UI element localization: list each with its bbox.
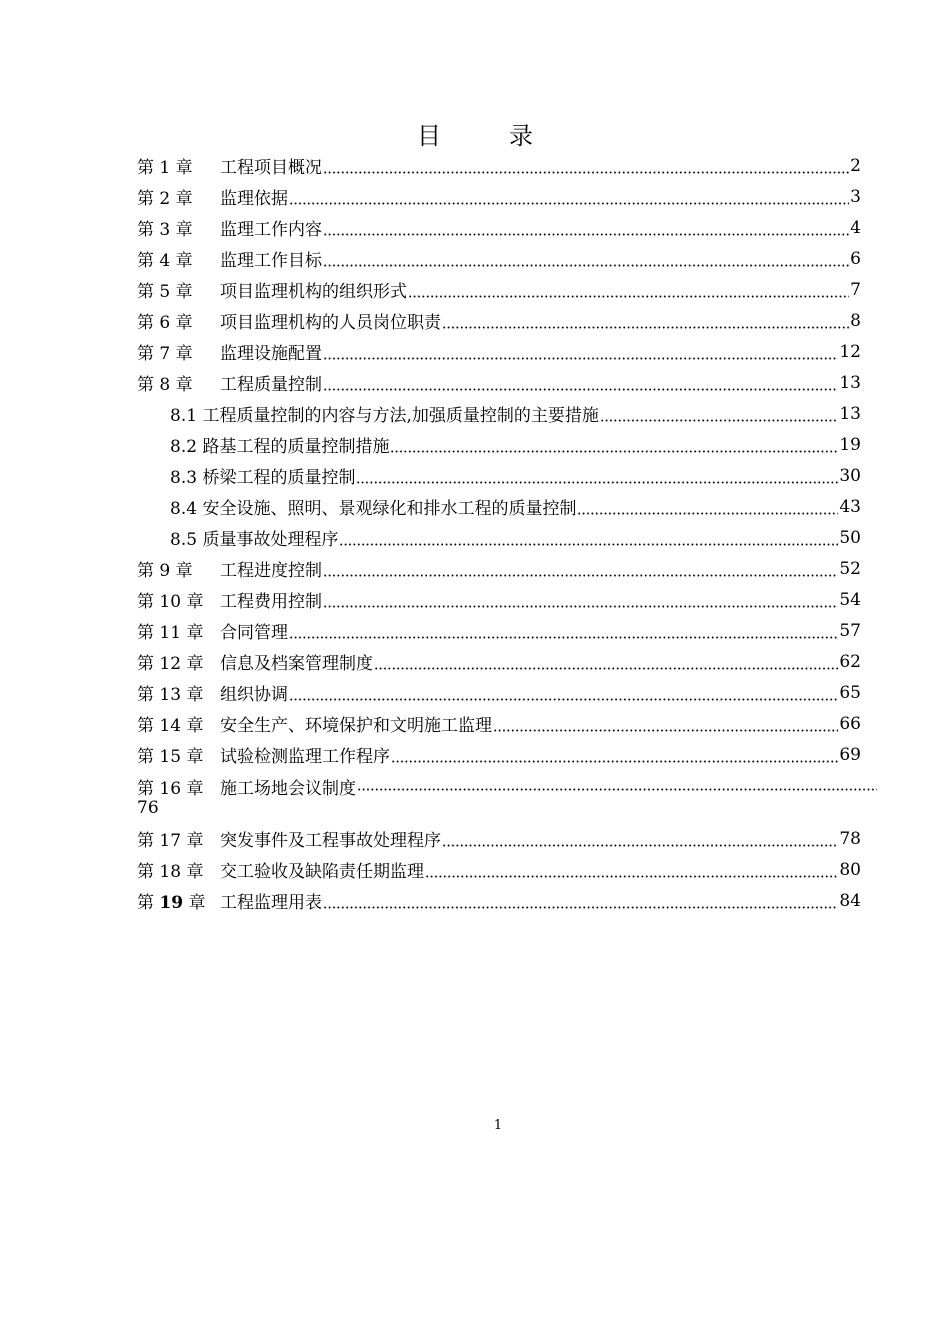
chapter-number-bold: 19 xyxy=(159,893,184,913)
toc-entry[interactable] xyxy=(137,553,861,584)
toc-entry[interactable] xyxy=(137,708,861,739)
toc-entry[interactable] xyxy=(137,181,861,212)
page-number: 78 xyxy=(839,828,861,849)
entry-title: 试验检测监理工作程序 xyxy=(220,747,390,767)
toc-entry[interactable] xyxy=(137,854,861,885)
toc-entry[interactable] xyxy=(137,150,861,181)
table-of-contents xyxy=(137,150,861,916)
entry-title: 8.2 路基工程的质量控制措施 xyxy=(170,437,390,457)
toc-entry[interactable] xyxy=(137,336,861,367)
dot-leader xyxy=(442,829,838,847)
page-number: 7 xyxy=(850,279,861,300)
dot-leader xyxy=(391,745,838,763)
chapter-number: 第 8 章 xyxy=(137,375,193,395)
toc-entry[interactable] xyxy=(137,212,861,243)
entry-title: 8.5 质量事故处理程序 xyxy=(170,530,339,550)
page-number: 80 xyxy=(839,859,861,880)
entry-title: 组织协调 xyxy=(220,685,288,705)
entry-title: 工程进度控制 xyxy=(220,561,322,581)
dot-leader xyxy=(323,249,849,267)
chapter-number: 第 10 章 xyxy=(137,592,204,612)
chapter-prefix: 第 xyxy=(137,893,160,913)
entry-title: 施工场地会议制度 xyxy=(220,779,356,799)
toc-entry[interactable] xyxy=(137,584,861,615)
dot-leader xyxy=(323,342,838,360)
dot-leader xyxy=(408,280,849,298)
entry-title: 项目监理机构的人员岗位职责 xyxy=(220,313,441,333)
entry-title: 突发事件及工程事故处理程序 xyxy=(220,831,441,851)
page-number: 19 xyxy=(839,434,861,455)
toc-entry[interactable] xyxy=(137,274,861,305)
toc-entry[interactable] xyxy=(137,770,861,823)
entry-title: 合同管理 xyxy=(220,623,288,643)
chapter-number: 第 13 章 xyxy=(137,685,204,705)
toc-entry[interactable] xyxy=(137,243,861,274)
chapter-number xyxy=(137,888,220,913)
page-number: 13 xyxy=(839,372,861,393)
dot-leader xyxy=(374,652,838,670)
toc-subentry[interactable] xyxy=(137,429,861,460)
chapter-number: 第 9 章 xyxy=(137,561,193,581)
dot-leader xyxy=(323,373,838,391)
page-number: 69 xyxy=(839,744,861,765)
chapter-number: 第 14 章 xyxy=(137,716,204,736)
chapter-number: 第 1 章 xyxy=(137,158,193,178)
dot-leader xyxy=(600,404,839,422)
dot-leader xyxy=(323,891,838,909)
page-number: 12 xyxy=(839,341,861,362)
dot-leader xyxy=(339,528,838,546)
entry-title: 8.3 桥梁工程的质量控制 xyxy=(170,468,356,488)
entry-title: 信息及档案管理制度 xyxy=(220,654,373,674)
chapter-number: 第 15 章 xyxy=(137,747,204,767)
toc-subentry[interactable] xyxy=(137,398,861,429)
entry-title: 安全生产、环境保护和文明施工监理 xyxy=(220,716,492,736)
dot-leader xyxy=(493,714,838,732)
chapter-number: 第 11 章 xyxy=(137,623,204,643)
dot-leader xyxy=(425,860,838,878)
entry-title: 工程质量控制 xyxy=(220,375,322,395)
footer-page-number: 1 xyxy=(493,1118,503,1133)
chapter-number: 第 6 章 xyxy=(137,313,193,333)
chapter-number: 第 5 章 xyxy=(137,282,193,302)
chapter-number: 第 7 章 xyxy=(137,344,193,364)
entry-title: 8.4 安全设施、照明、景观绿化和排水工程的质量控制 xyxy=(170,499,577,519)
page-number: 4 xyxy=(850,217,861,238)
page-number: 6 xyxy=(850,248,861,269)
toc-entry[interactable] xyxy=(137,305,861,336)
page-number: 62 xyxy=(839,651,861,672)
dot-leader xyxy=(323,590,838,608)
toc-entry[interactable] xyxy=(137,367,861,398)
toc-subentry[interactable] xyxy=(137,460,861,491)
page-number: 52 xyxy=(839,558,861,579)
page-number: 2 xyxy=(850,155,861,176)
dot-leader xyxy=(289,683,838,701)
toc-entry[interactable] xyxy=(137,823,861,854)
chapter-number: 第 17 章 xyxy=(137,831,204,851)
toc-entry[interactable] xyxy=(137,615,861,646)
toc-entry[interactable] xyxy=(137,677,861,708)
entry-title: 工程费用控制 xyxy=(220,592,322,612)
chapter-number: 第 2 章 xyxy=(137,189,193,209)
chapter-number: 第 3 章 xyxy=(137,220,193,240)
entry-title: 工程项目概况 xyxy=(220,158,322,178)
entry-title: 监理工作目标 xyxy=(220,251,322,271)
toc-subentry[interactable] xyxy=(137,522,861,553)
entry-title: 监理设施配置 xyxy=(220,344,322,364)
entry-title: 交工验收及缺陷责任期监理 xyxy=(220,862,424,882)
page-number: 57 xyxy=(839,620,861,641)
page-number: 65 xyxy=(839,682,861,703)
chapter-number: 第 12 章 xyxy=(137,654,204,674)
dot-leader xyxy=(323,156,849,174)
page-number: 8 xyxy=(850,310,861,331)
dot-leader xyxy=(442,311,849,329)
page-number: 84 xyxy=(839,890,861,911)
entry-title: 监理工作内容 xyxy=(220,220,322,240)
dot-leader xyxy=(323,559,838,577)
dot-leader xyxy=(323,218,849,236)
toc-entry[interactable] xyxy=(137,885,861,916)
entry-title: 项目监理机构的组织形式 xyxy=(220,282,407,302)
document-title: 目 录 xyxy=(417,122,555,150)
page-number: 13 xyxy=(839,403,861,424)
toc-subentry[interactable] xyxy=(137,491,861,522)
dot-leader xyxy=(390,435,838,453)
entry-title: 监理依据 xyxy=(220,189,288,209)
dot-leader xyxy=(356,466,838,484)
page-number: 66 xyxy=(839,713,861,734)
dot-leader xyxy=(577,497,838,515)
dot-leader xyxy=(289,621,838,639)
dot-leader xyxy=(357,773,877,791)
chapter-number: 第 18 章 xyxy=(137,862,204,882)
toc-entry[interactable] xyxy=(137,646,861,677)
page-number: 54 xyxy=(839,589,861,610)
chapter-number: 第 16 章 xyxy=(137,779,204,799)
chapter-number: 第 4 章 xyxy=(137,251,193,271)
toc-entry[interactable] xyxy=(137,739,861,770)
page-number: 76 xyxy=(137,798,159,818)
page-number: 50 xyxy=(839,527,861,548)
page-number: 3 xyxy=(850,186,861,207)
page-number: 30 xyxy=(839,465,861,486)
entry-title: 8.1 工程质量控制的内容与方法,加强质量控制的主要措施 xyxy=(170,406,599,426)
dot-leader xyxy=(289,187,849,205)
entry-title: 工程监理用表 xyxy=(220,893,322,913)
page-number: 43 xyxy=(839,496,861,517)
chapter-suffix: 章 xyxy=(183,893,206,913)
